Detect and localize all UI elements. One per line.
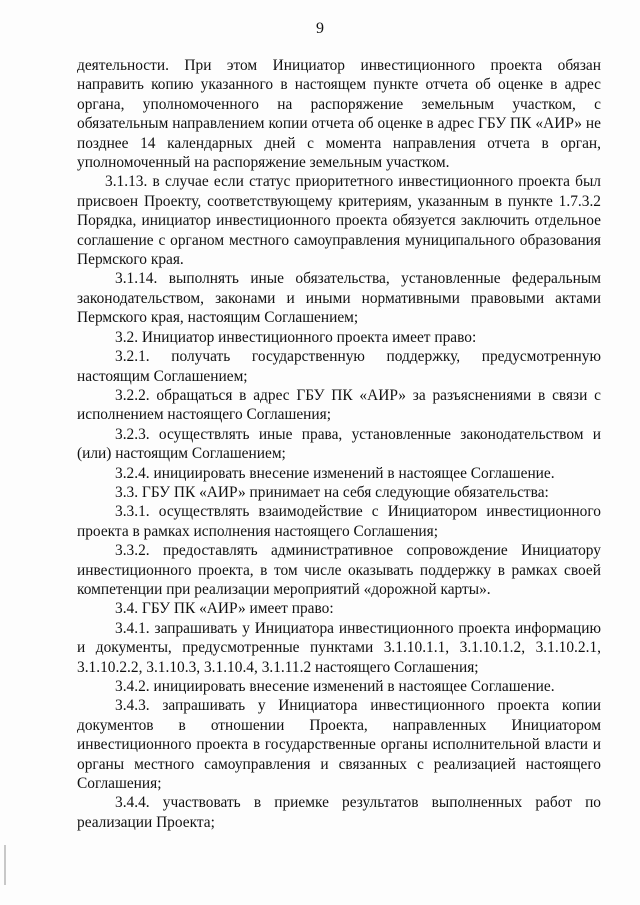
paragraph-3-3-2: 3.3.2. предоставлять административное сопровождение Инициатору инвестиционного проекта, в том числе оказывать поддержку в рамках своей компетенции при реализации мероприятий «дорожной карты».	[77, 542, 601, 598]
paragraph-3-2-2: 3.2.2. обращаться в адрес ГБУ ПК «АИР» за разъяснениями в связи с исполнением настоящего Соглашения;	[77, 386, 601, 424]
document-body	[77, 56, 601, 832]
paragraph-3-2: 3.2. Инициатор инвестиционного проекта имеет право:	[115, 328, 477, 346]
paragraph-3-4-4: 3.4.4. участвовать в приемке результатов выполненных работ по реализации Проекта;	[77, 794, 601, 831]
page-number: 9	[316, 20, 324, 37]
paragraph-3-3: 3.3. ГБУ ПК «АИР» принимает на себя следующие обязательства:	[115, 483, 549, 501]
paragraph-3-3-1: 3.3.1. осуществлять взаимодействие с Инициатором инвестиционного проекта в рамках исполнения настоящего Соглашения;	[77, 503, 601, 540]
paragraph-3-1-14: 3.1.14. выполнять иные обязательства, установленные федеральным законодательством, законами и иными нормативными правовыми актами Пермского края, настоящим Соглашением;	[77, 270, 601, 327]
scan-edge-mark	[4, 845, 6, 885]
paragraph-3-2-1: 3.2.1. получать государственную поддержку, предусмотренную настоящим Соглашением;	[77, 348, 601, 385]
paragraph-continuation: деятельности. При этом Инициатор инвестиционного проекта обязан направить копию указанного в настоящем пункте отчета об оценке в адрес органа, уполномоченного на распоряжение земельным участком, с обязательным направлением копии отчета об оценке в адрес ГБУ ПК «АИР» не позднее 14 календарных дней с момента направления отчета в орган, уполномоченный на распоряжение земельным участком.	[77, 57, 601, 172]
paragraph-3-4: 3.4. ГБУ ПК «АИР» имеет право:	[115, 600, 334, 618]
paragraph-3-4-2: 3.4.2. инициировать внесение изменений в настоящее Соглашение.	[115, 678, 555, 695]
paragraph-3-2-3: 3.2.3. осуществлять иные права, установленные законодательством и (или) настоящим Соглашением;	[77, 425, 601, 463]
paragraph-3-2-4: 3.2.4. инициировать внесение изменений в настоящее Соглашение.	[115, 464, 555, 482]
paragraph-3-4-3: 3.4.3. запрашивать у Инициатора инвестиционного проекта копии документов в отношении Проекта, направленных Инициатором инвестиционного проекта в государственные органы исполнительной власти и органы местного самоуправления и связанных с реализацией настоящего Соглашения;	[77, 697, 601, 793]
paragraph-3-4-1: 3.4.1. запрашивать у Инициатора инвестиционного проекта информацию и документы, предусмотренные пунктами 3.1.10.1.1, 3.1.10.1.2, 3.1.10.2.1, 3.1.10.2.2, 3.1.10.3, 3.1.10.4, 3.1.11.2 настоящего Соглашения;	[77, 619, 601, 676]
paragraph-3-1-13: 3.1.13. в случае если статус приоритетного инвестиционного проекта был присвоен Проекту, соответствующему критериям, указанным в пункте 1.7.3.2 Порядка, инициатор инвестиционного проекта обязуется заключить отдельное соглашение с органом местного самоуправления муниципального образования Пермского края.	[77, 173, 601, 269]
